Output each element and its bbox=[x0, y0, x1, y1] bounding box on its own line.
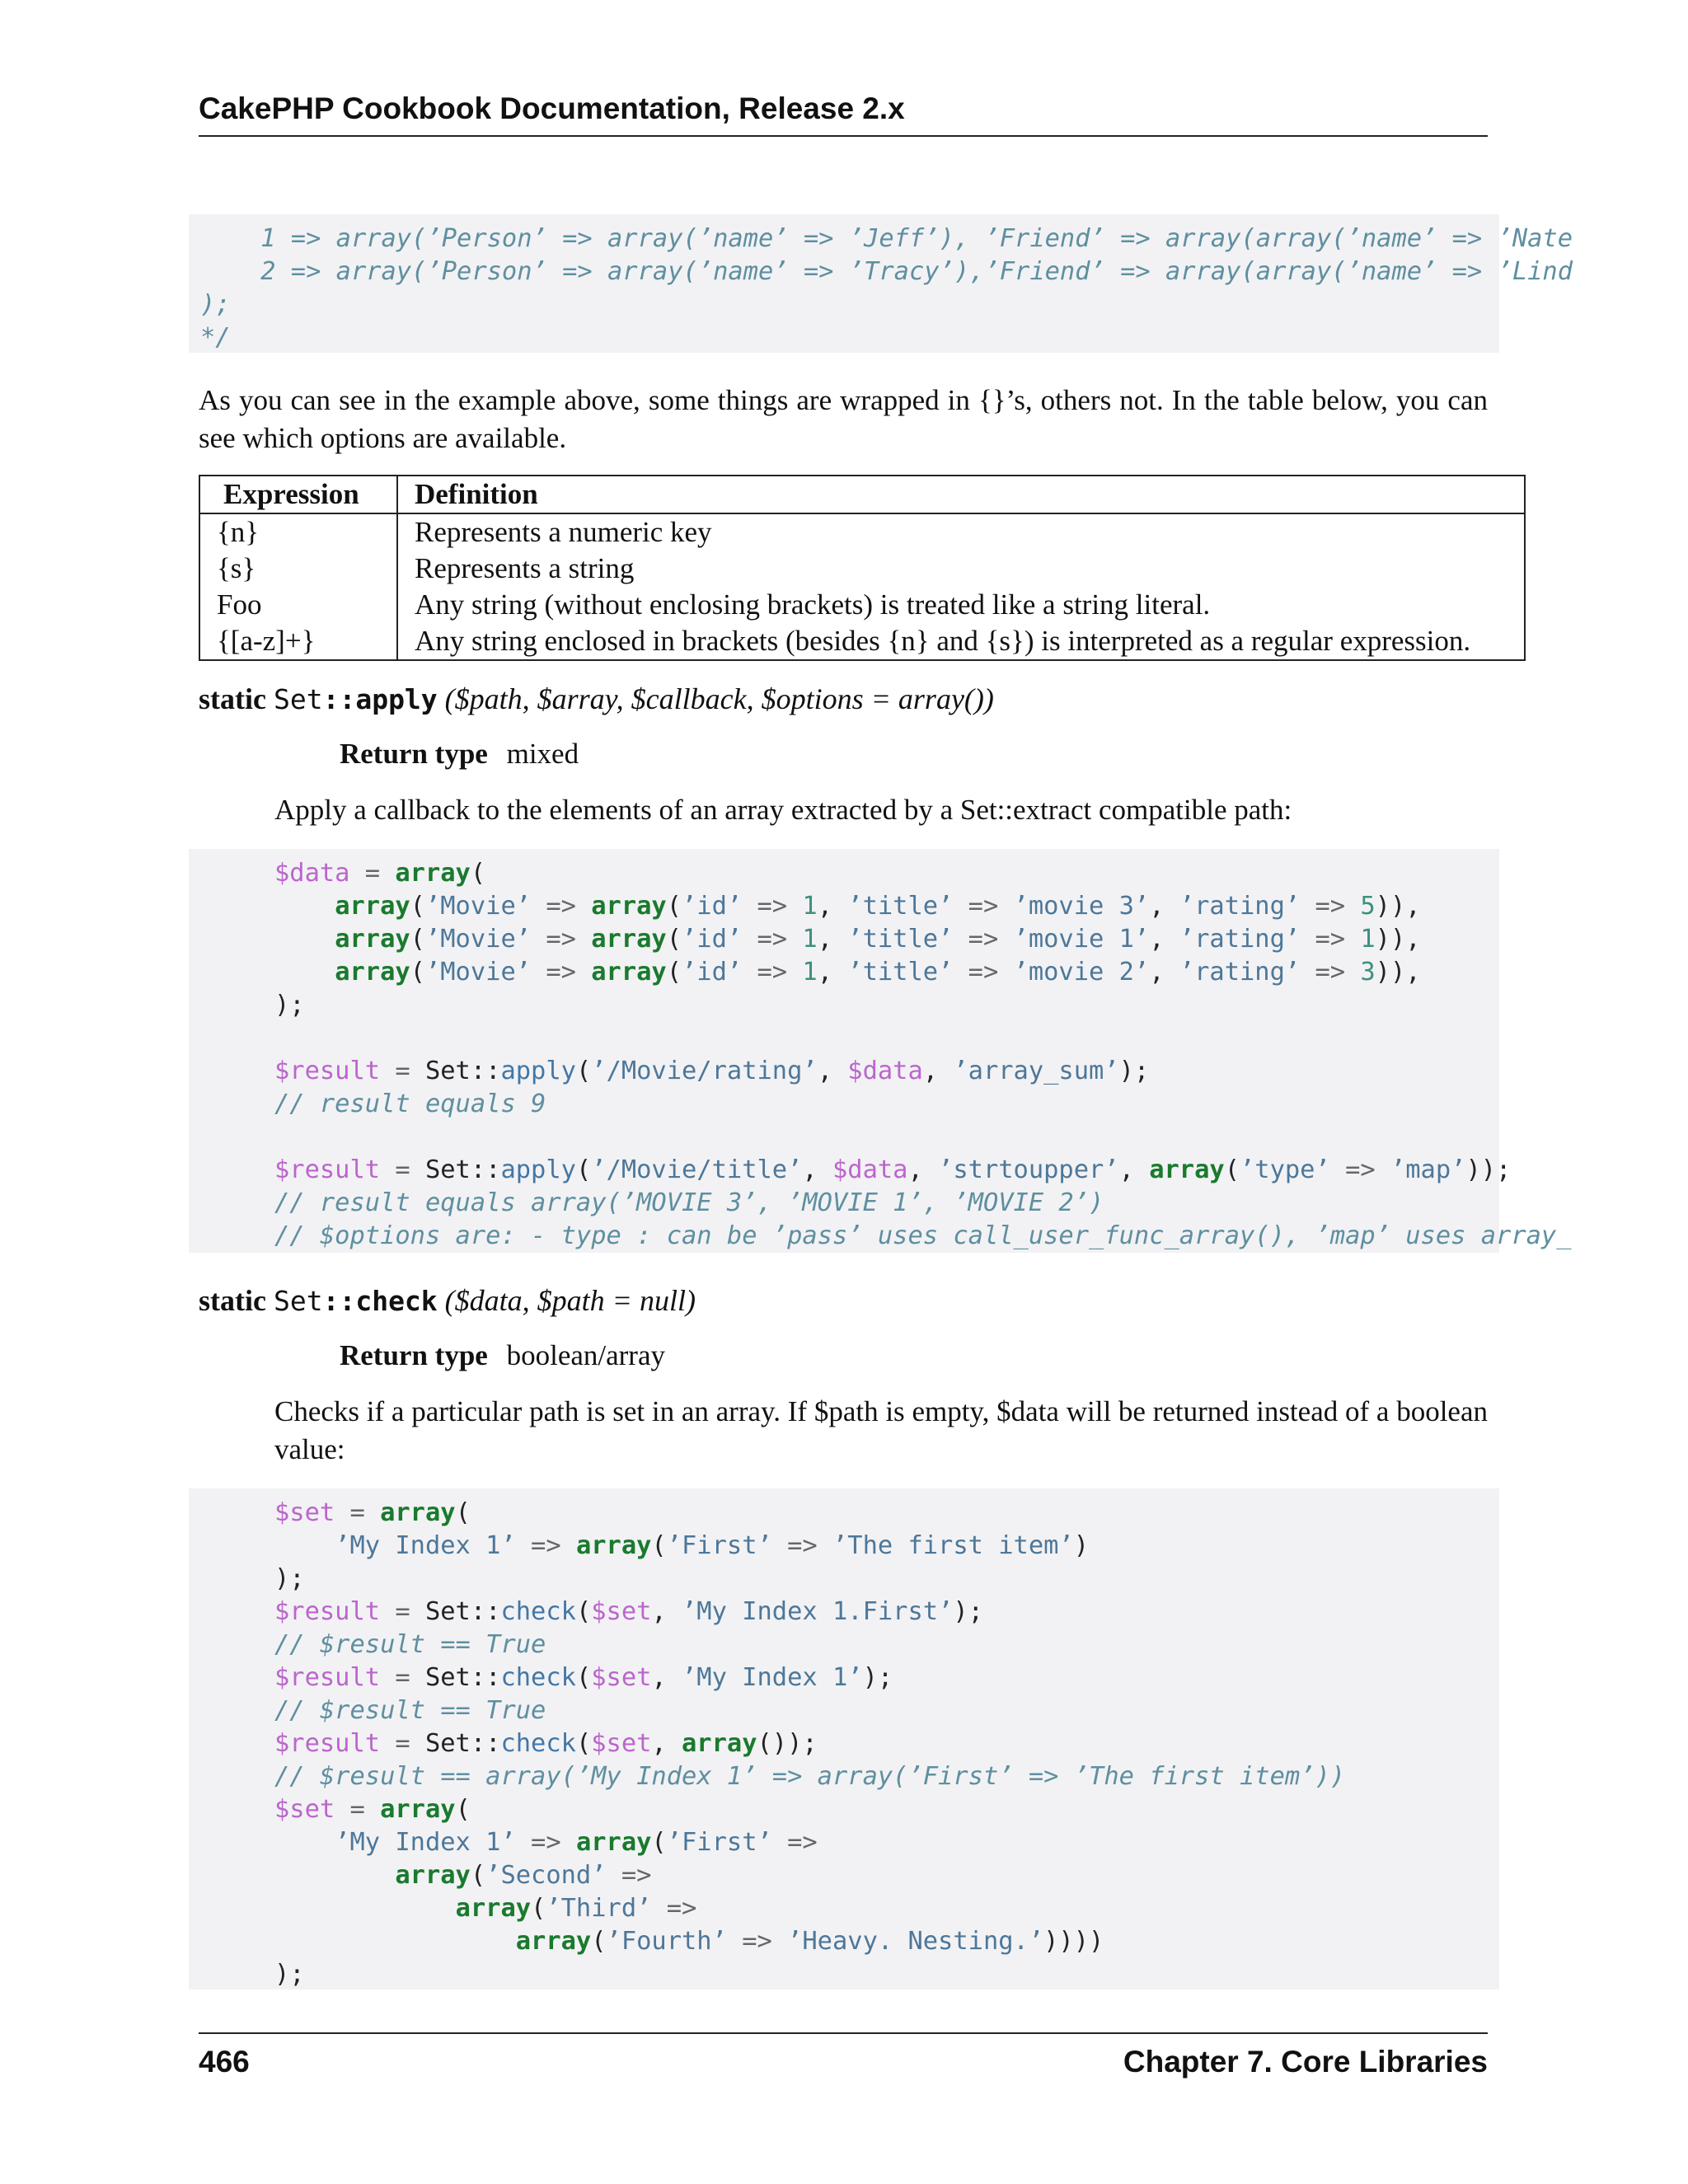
code-line: ’My Index 1’ => array(’First’ => bbox=[335, 1828, 818, 1857]
page-footer bbox=[199, 2032, 1488, 2082]
code-line: ); bbox=[274, 1564, 305, 1593]
intro-paragraph bbox=[199, 382, 1488, 457]
code-line: $set = array( bbox=[274, 1498, 471, 1527]
code-line: // $result == True bbox=[274, 1696, 546, 1725]
method-params: ($path, $array, $callback, $options = array()) bbox=[444, 682, 994, 715]
table-row bbox=[199, 623, 1525, 660]
table-cell: Any string (without enclosing brackets) is treated like a string literal. bbox=[397, 587, 1525, 623]
code-line: // result equals 9 bbox=[274, 1090, 546, 1118]
check-signature bbox=[199, 1281, 696, 1321]
check-description bbox=[274, 1393, 1488, 1469]
apply-signature bbox=[199, 679, 994, 719]
code-line: // $result == True bbox=[274, 1630, 546, 1659]
code-line: $result = Set::check($set, array()); bbox=[274, 1729, 818, 1758]
chapter-title: Chapter 7. Core Libraries bbox=[1123, 2045, 1488, 2079]
table-row bbox=[199, 513, 1525, 551]
code-line: array(’Third’ => bbox=[455, 1894, 697, 1923]
apply-description-text: Apply a callback to the elements of an array extracted by a Set::extract compatible path: bbox=[274, 794, 1292, 826]
code-line: $result = Set::apply(’/Movie/title’, $data, ’strtoupper’, array(’type’ => ’map’)); bbox=[274, 1155, 1512, 1184]
code-line: $result = Set::check($set, ’My Index 1.First’); bbox=[274, 1597, 983, 1626]
code-line: // result equals array(’MOVIE 3’, ’MOVIE 1’, ’MOVIE 2’) bbox=[274, 1188, 1104, 1217]
code-line: // $options are: - type : can be ’pass’ uses call_user_func_array(), ’map’ uses array_ bbox=[274, 1221, 1572, 1250]
code-block-check bbox=[189, 1488, 1499, 1990]
table-cell: {s} bbox=[199, 551, 397, 587]
table-row bbox=[199, 551, 1525, 587]
table-cell: {n} bbox=[199, 513, 397, 551]
expression-table bbox=[199, 475, 1526, 661]
apply-description bbox=[274, 791, 1494, 829]
code-block-top bbox=[189, 214, 1573, 353]
code-line: array(’Movie’ => array(’id’ => 1, ’title’ => ’movie 2’, ’rating’ => 3)), bbox=[335, 958, 1421, 987]
code-line: */ bbox=[200, 323, 231, 352]
table-header-row bbox=[199, 476, 1525, 513]
code-line: ); bbox=[274, 1960, 305, 1989]
intro-text: As you can see in the example above, some things are wrapped in {}’s, others not. In the table below, you can see which options are available. bbox=[199, 384, 1488, 454]
class-name: Set bbox=[273, 683, 323, 715]
table-header: Definition bbox=[397, 476, 1525, 513]
check-description-text: Checks if a particular path is set in an array. If $path is empty, $data will be returned instead of a boolean value: bbox=[274, 1395, 1488, 1465]
code-line: $data = array( bbox=[274, 859, 486, 888]
return-type-label: Return type bbox=[340, 738, 488, 770]
class-name: Set bbox=[273, 1285, 323, 1317]
code-line: $set = array( bbox=[274, 1795, 471, 1824]
table-cell: Represents a string bbox=[397, 551, 1525, 587]
return-type-value: mixed bbox=[506, 738, 579, 770]
code-line: ’My Index 1’ => array(’First’ => ’The first item’) bbox=[335, 1531, 1090, 1560]
apply-return-type bbox=[340, 735, 579, 773]
code-line: $result = Set::check($set, ’My Index 1’); bbox=[274, 1663, 893, 1692]
method-name: check bbox=[355, 1285, 438, 1317]
return-type-value: boolean/array bbox=[506, 1339, 665, 1371]
code-line: ); bbox=[200, 290, 231, 319]
check-return-type bbox=[340, 1337, 665, 1375]
code-line: array(’Movie’ => array(’id’ => 1, ’title’ => ’movie 1’, ’rating’ => 1)), bbox=[335, 925, 1421, 954]
header-title: CakePHP Cookbook Documentation, Release 2.x bbox=[199, 91, 905, 125]
table-header: Expression bbox=[199, 476, 397, 513]
code-line: 2 => array(’Person’ => array(’name’ => ’Tracy’),’Friend’ => array(array(’name’ => ’Lind bbox=[200, 257, 1573, 286]
page-number: 466 bbox=[199, 2045, 250, 2079]
code-line: array(’Fourth’ => ’Heavy. Nesting.’)))) bbox=[515, 1927, 1104, 1956]
static-keyword: static bbox=[199, 682, 266, 715]
static-keyword: static bbox=[199, 1284, 266, 1317]
scope-separator: :: bbox=[322, 1285, 356, 1317]
code-line: array(’Movie’ => array(’id’ => 1, ’title’ => ’movie 3’, ’rating’ => 5)), bbox=[335, 892, 1421, 921]
table-cell: Foo bbox=[199, 587, 397, 623]
method-params: ($data, $path = null) bbox=[444, 1284, 696, 1317]
code-line: // $result == array(’My Index 1’ => array(’First’ => ’The first item’)) bbox=[274, 1762, 1346, 1791]
table-row bbox=[199, 587, 1525, 623]
code-line bbox=[274, 1121, 1499, 1154]
code-line: $result = Set::apply(’/Movie/rating’, $data, ’array_sum’); bbox=[274, 1057, 1150, 1085]
table-cell: Any string enclosed in brackets (besides {n} and {s}) is interpreted as a regular expression. bbox=[397, 623, 1525, 660]
code-line: array(’Second’ => bbox=[395, 1861, 652, 1890]
table-cell: {[a-z]+} bbox=[199, 623, 397, 660]
table-cell: Represents a numeric key bbox=[397, 513, 1525, 551]
method-name: apply bbox=[355, 683, 438, 715]
code-line: 1 => array(’Person’ => array(’name’ => ’Jeff’), ’Friend’ => array(array(’name’ => ’Nate bbox=[200, 224, 1573, 253]
page-header bbox=[199, 89, 1488, 137]
code-line: ); bbox=[274, 991, 305, 1019]
code-line bbox=[274, 1022, 1499, 1055]
code-block-apply bbox=[189, 849, 1572, 1253]
scope-separator: :: bbox=[322, 683, 356, 715]
return-type-label: Return type bbox=[340, 1339, 488, 1371]
